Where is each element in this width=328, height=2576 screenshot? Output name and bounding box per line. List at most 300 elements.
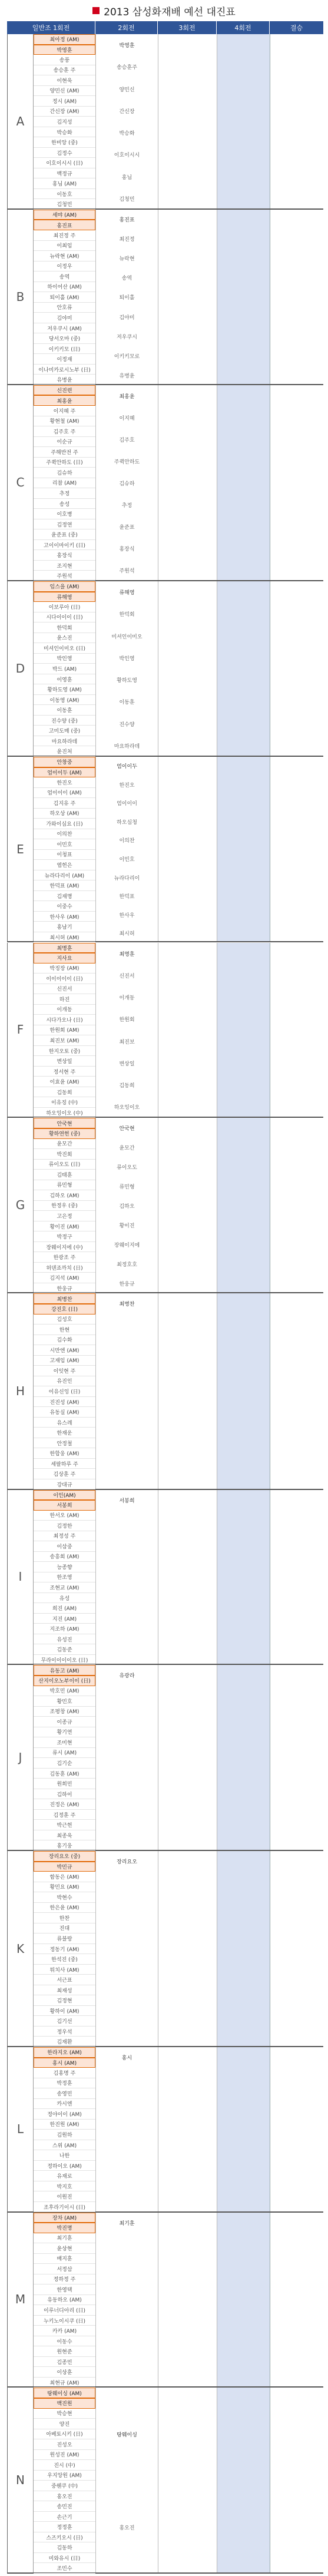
round-1-player: 뉴락현 (AM) [34, 251, 95, 261]
round-2-column [96, 1118, 158, 1292]
round-2-column [96, 1293, 158, 1488]
round-1-player: 송영민 [34, 2088, 95, 2099]
round-1-player: 박호민 (AM) [34, 1686, 95, 1697]
round-1-player: 이인(AM) [34, 1490, 95, 1501]
round-2-column [96, 757, 158, 942]
round-1-player: 김동하 [34, 2542, 95, 2553]
round-2-player: 김하오 [119, 1203, 135, 1210]
round-1-player: 김정한 [34, 1521, 95, 1531]
header-round-1: 일반조 1회전 [7, 21, 95, 34]
round-1-player: 배지훈 [34, 2254, 95, 2264]
round-1-player: 김야미 [34, 313, 95, 323]
round-1-player: 윤스진 [34, 633, 95, 644]
round-2-player: 서봉희 [119, 1498, 135, 1504]
round-2-player: 김야미 [119, 314, 135, 321]
round-1-player: 한현 [34, 1325, 95, 1335]
round-1-player: 김정연 [34, 519, 95, 530]
round-1-player: 임스을 (AM) [34, 581, 95, 592]
round-2-player: 홍진표 [119, 217, 135, 223]
group-label: H [8, 1293, 34, 1488]
round-5-column [270, 1293, 324, 1488]
group-label: M [8, 2213, 34, 2387]
round-2-player: 뉴락현 [119, 256, 135, 263]
round-1-player: 한영택 [34, 2284, 95, 2295]
round-1-player: 이지혜 주 [34, 406, 95, 416]
round-2-player: 김동희 [119, 1083, 135, 1090]
bracket-header [7, 21, 323, 34]
round-2-player: 변상일 [119, 1061, 135, 1067]
round-3-column [158, 581, 217, 756]
round-1-player: 김동준 [34, 1644, 95, 1655]
round-2-player: 한진오 [119, 782, 135, 789]
round-1-player: 정야이이 (AM) [34, 2109, 95, 2120]
round-1-player: 송역 [34, 271, 95, 282]
round-1-player: 안창중 [34, 757, 95, 767]
round-2-player: 박영훈 [119, 43, 135, 49]
group-label: I [8, 1490, 34, 1664]
round-2-column [96, 2388, 158, 2572]
round-1-player: 황기연 [34, 1727, 95, 1738]
round-1-player: 이이이이이 (日) [34, 974, 95, 984]
round-5-column [270, 1665, 324, 1850]
round-1-player: 뉴라다리이 (AM) [34, 870, 95, 881]
round-1-player: 한은윤 (AM) [34, 1903, 95, 1913]
round-2-column [96, 1665, 158, 1850]
round-1-player: 진성오 [34, 2439, 95, 2450]
round-1-player: 마요하라데 [34, 736, 95, 747]
group-label: L [8, 2047, 34, 2211]
round-1-player: 최병찬 [34, 1293, 95, 1304]
round-1-player: 이종규 [34, 1717, 95, 1727]
round-2-player: 양민신 [119, 87, 135, 93]
round-1-player: 홍진표 [34, 220, 95, 230]
round-1-player: 한조영 [34, 1572, 95, 1583]
round-1-player: 이민호 [34, 839, 95, 850]
round-1-player: 정시 (AM) [34, 96, 95, 107]
group-h [7, 1293, 323, 1489]
round-1-player: 김수화 [34, 1335, 95, 1346]
round-2-player: 송승훈주 [117, 65, 137, 71]
round-1-player: 능종향 [34, 1562, 95, 1572]
round-2-player: 미셔인이미오 [111, 634, 143, 640]
round-1-player: 한서오 (AM) [34, 1511, 95, 1521]
round-2-player: 한덕회 [119, 612, 135, 618]
round-1-player: 안국현 [34, 1118, 95, 1128]
round-3-column [158, 1851, 217, 2046]
round-1-player: 한라지오 (AM) [34, 2047, 95, 2058]
round-1-player: 유동고 (AM) [34, 1665, 95, 1676]
round-1-player: 나한 [34, 2150, 95, 2161]
round-1-player: 송흥회 (AM) [34, 1552, 95, 1562]
round-1-player: 우지앙원 (AM) [34, 2471, 95, 2481]
round-1-player: 이청표 [34, 850, 95, 860]
group-d [7, 581, 323, 757]
round-1-player: 한찬 [34, 1913, 95, 1923]
round-1-player: 지조하 (AM) [34, 1624, 95, 1634]
round-1-player: 한덕표 (AM) [34, 880, 95, 891]
round-1-player: 박영훈 [34, 45, 95, 55]
round-3-column [158, 385, 217, 580]
round-1-player: 서정삼 [34, 2264, 95, 2274]
round-1-player: 허덴죠까치 (日) [34, 1263, 95, 1273]
round-1-player: 신진련 [34, 385, 95, 396]
round-5-column [270, 943, 324, 1117]
round-1-player: 이키키모 (日) [34, 344, 95, 355]
round-1-player: 김상훈 주 [34, 1469, 95, 1479]
round-1-player: 신진서 [34, 984, 95, 995]
round-1-player: 한합웅 (AM) [34, 1448, 95, 1459]
round-3-column [158, 1293, 217, 1488]
group-l [7, 2047, 323, 2212]
round-1-player: 저우쿠시 (AM) [34, 323, 95, 334]
round-1-player: 김정훈 주 [34, 1810, 95, 1820]
round-2-player: 홍오진 [119, 2525, 135, 2531]
round-1-player: 이순규 [34, 437, 95, 448]
round-1-player: 이정재 [34, 354, 95, 365]
round-2-player: 한덕표 [119, 894, 135, 900]
round-1-player: 최명훈 [34, 943, 95, 953]
round-1-player: 한정우 (중) [34, 1201, 95, 1211]
round-4-column [217, 1851, 270, 2046]
round-3-column [158, 757, 217, 942]
round-1-player: 이영훈 [34, 674, 95, 685]
round-1-player: 미셔인이미오 (日) [34, 643, 95, 654]
round-1-player: 산지이오노부이이 (日) [34, 1676, 95, 1686]
round-3-column [158, 34, 217, 208]
round-1-player: 최시허 (AM) [34, 932, 95, 943]
round-1-player: 이개동 [34, 1005, 95, 1015]
round-1-player: 엄이이이 (AM) [34, 788, 95, 799]
round-1-player: 김청민 [34, 199, 95, 210]
round-1-player: 김하이 [34, 1789, 95, 1800]
round-5-column [270, 757, 324, 942]
round-2-player: 장웨이지에 [114, 1243, 140, 1249]
round-3-column [158, 2388, 217, 2572]
round-1-player: 이효윤 (AM) [34, 1077, 95, 1087]
round-1-player: 박지호 [34, 2181, 95, 2192]
round-1-player: 김기순 [34, 1758, 95, 1769]
round-1-player: 정서현 주 [34, 1067, 95, 1077]
round-1-column [34, 210, 96, 384]
group-c [7, 385, 323, 581]
round-3-column [158, 1118, 217, 1292]
round-2-player: 황하도영 [117, 678, 137, 684]
page-title-text: 2013 삼성화재배 예선 대진표 [104, 6, 236, 18]
round-2-player: 신진서 [119, 973, 135, 979]
round-1-player: 홍남기 [34, 922, 95, 932]
round-1-player: 최진정 주 [34, 230, 95, 241]
round-1-player: 퇴이홀 (AM) [34, 292, 95, 303]
group-e [7, 757, 323, 943]
round-1-player: 미와유시 (日) [34, 2553, 95, 2564]
round-1-player: 하오잉이오 (中) [34, 1108, 95, 1118]
round-1-player: 송승훈 주 [34, 65, 95, 76]
round-2-player: 주퀵안하도 [114, 459, 140, 465]
round-2-player: 이키키모로 [114, 353, 140, 360]
round-1-player: 하오상 (AM) [34, 809, 95, 819]
round-1-player: 이중수 [34, 901, 95, 912]
round-5-column [270, 2047, 324, 2211]
round-1-player: 안호류 [34, 303, 95, 313]
round-2-player: 최병찬 [119, 1302, 135, 1308]
round-1-player: 진대 [34, 1923, 95, 1934]
round-1-player: 함동은 (AM) [34, 1872, 95, 1882]
round-1-player: 조현교 (AM) [34, 1582, 95, 1593]
round-1-player: 고이이마이키 (日) [34, 540, 95, 551]
group-b [7, 210, 323, 385]
round-1-column [34, 2213, 96, 2387]
round-1-player: 강진호 (日) [34, 1304, 95, 1315]
round-1-player: 최현규 (AM) [34, 2378, 95, 2388]
round-4-column [217, 34, 270, 208]
round-1-player: 이보루아 (日) [34, 602, 95, 612]
round-1-player: 이최임 [34, 241, 95, 251]
round-1-player: 김슈하 [34, 468, 95, 478]
round-1-player: 원희민 [34, 1779, 95, 1789]
page-title [0, 0, 328, 21]
round-1-player: 류해영 [34, 592, 95, 602]
round-1-player: 김동희 [34, 1087, 95, 1098]
round-1-player: 홍시 (AM) [34, 2058, 95, 2068]
round-1-player: 시다가오나 (日) [34, 1015, 95, 1025]
round-1-player: 카카 (AM) [34, 2326, 95, 2336]
round-1-player: 송풍 [34, 55, 95, 65]
round-4-column [217, 581, 270, 756]
group-m [7, 2213, 323, 2388]
round-1-player: 김홍명 주 [34, 2068, 95, 2078]
round-5-column [270, 1490, 324, 1664]
round-1-player: 정동기 (AM) [34, 1944, 95, 1955]
round-1-player: 장웨이지에 (中) [34, 1242, 95, 1253]
group-label: E [8, 757, 34, 942]
round-1-player: 류이오도 (日) [34, 1160, 95, 1170]
round-2-player: 김청민 [119, 196, 135, 203]
round-1-player: 김태훈 [34, 1170, 95, 1180]
round-2-player: 최정호호 [117, 1262, 137, 1269]
round-2-player: 이지혜 [119, 415, 135, 422]
round-5-column [270, 210, 324, 384]
round-1-player: 최재성 [34, 1985, 95, 1996]
round-1-player: 박승현 [34, 2409, 95, 2419]
round-1-player: 정하이오 (AM) [34, 2161, 95, 2171]
round-1-player: 한원회 (AM) [34, 1025, 95, 1036]
round-4-column [217, 2047, 270, 2211]
round-1-player: 유재로 [34, 2171, 95, 2181]
round-1-player: 류블랑 [34, 1933, 95, 1944]
round-1-player: 황현철 (AM) [34, 416, 95, 427]
round-1-player: 원성진 (AM) [34, 2450, 95, 2461]
round-2-player: 홍님 [121, 174, 132, 181]
round-2-player: 김주호 [119, 437, 135, 443]
round-2-player: 마요하라데 [114, 743, 140, 750]
round-3-column [158, 2213, 217, 2387]
round-2-player: 류이오도 [117, 1164, 137, 1171]
round-1-player: 박정훈 [34, 2078, 95, 2089]
round-1-player: 간신장 (AM) [34, 107, 95, 117]
round-2-column [96, 943, 158, 1117]
round-1-player: 윤준표 (중) [34, 529, 95, 540]
round-2-player: 추정 [121, 502, 132, 509]
round-1-player: 이루너디아리 (日) [34, 2305, 95, 2316]
round-1-player: 황민요 (AM) [34, 1882, 95, 1893]
round-1-player: 아베토시키 (日) [34, 2429, 95, 2440]
round-2-player: 최진정 [119, 237, 135, 243]
round-2-player: 안국현 [119, 1125, 135, 1132]
round-2-player: 류민형 [119, 1184, 135, 1190]
round-1-player: 조후라기이시 (日) [34, 2202, 95, 2213]
round-1-player: 최진보 (AM) [34, 1035, 95, 1046]
round-1-player: 한사우 (AM) [34, 912, 95, 922]
round-1-player: 최홍윤 [34, 395, 95, 406]
round-1-player: 스위 (AM) [34, 2140, 95, 2151]
round-1-player: 김주호 주 [34, 426, 95, 437]
round-1-player: 한지오토 (중) [34, 1046, 95, 1057]
round-1-player: 류시 (AM) [34, 1748, 95, 1759]
round-2-player: 저우쿠시 [117, 334, 137, 340]
round-1-player: 윤상현 [34, 2243, 95, 2254]
round-2-player: 유광라 [119, 1673, 135, 1680]
round-2-column [96, 2047, 158, 2211]
round-4-column [217, 210, 270, 384]
group-label: K [8, 1851, 34, 2046]
round-1-player: 고은정 [34, 1211, 95, 1221]
round-1-player: 정정훈 [34, 2522, 95, 2532]
round-1-player: 이삼중 [34, 1541, 95, 1552]
round-2-player: 최기훈 [119, 2220, 135, 2227]
round-1-player: 이정우 [34, 261, 95, 272]
round-1-player: 리참 (AM) [34, 478, 95, 489]
round-1-player: 이현욱 [34, 75, 95, 86]
round-1-player: 지사요 [34, 953, 95, 963]
round-4-column [217, 1490, 270, 1664]
round-1-player: 당서오마 (중) [34, 333, 95, 344]
round-1-player: 고미도매 (중) [34, 726, 95, 736]
round-1-player: 진정은 (AM) [34, 1799, 95, 1810]
round-1-player: 황하도영 (AM) [34, 684, 95, 695]
round-1-player: 백진원 [34, 2398, 95, 2409]
round-2-player: 류해영 [119, 590, 135, 597]
round-2-player: 박승화 [119, 131, 135, 137]
round-1-player: 이호병 [34, 509, 95, 519]
group-n [7, 2388, 323, 2574]
round-2-player: 퇴이홀 [119, 295, 135, 302]
round-1-column [34, 1490, 96, 1664]
round-5-column [270, 581, 324, 756]
round-1-player: 중웬쿠 (中) [34, 2481, 95, 2491]
round-1-player: 가와이심요 (日) [34, 819, 95, 829]
round-1-column [34, 34, 96, 208]
round-1-player: 최정성 주 [34, 1531, 95, 1542]
group-label: J [8, 1665, 34, 1850]
round-1-player: 이유신잉 (日) [34, 1386, 95, 1397]
group-label: G [8, 1118, 34, 1292]
round-2-player: 한웅규 [119, 1282, 135, 1288]
round-1-player: 김지석 (AM) [34, 1273, 95, 1283]
round-1-player: 조평창 (AM) [34, 1707, 95, 1717]
round-2-player: 탕웨이싱 [117, 2432, 137, 2438]
header-final: 결승 [270, 21, 323, 34]
round-2-column [96, 34, 158, 208]
round-1-player: 누키노이시쿠 (日) [34, 2316, 95, 2326]
round-5-column [270, 1851, 324, 2046]
round-2-player: 홍시 [121, 2055, 132, 2062]
round-5-column [270, 2388, 324, 2572]
round-1-player: 유성 [34, 1593, 95, 1604]
round-2-player: 윤준표 [119, 524, 135, 531]
round-1-player: 류민형 [34, 1180, 95, 1191]
round-2-player: 한사우 [119, 912, 135, 919]
round-3-column [158, 1665, 217, 1850]
round-1-player: 유동실 (AM) [34, 1407, 95, 1418]
round-4-column [217, 1665, 270, 1850]
round-2-player: 이민호 [119, 857, 135, 863]
round-1-player: 김하오 (AM) [34, 1190, 95, 1201]
round-2-player: 이의찬 [119, 838, 135, 845]
round-1-player: 박현수 [34, 1892, 95, 1903]
round-4-column [217, 1293, 270, 1488]
round-1-column [34, 1665, 96, 1850]
round-1-player: 세먀 (AM) [34, 210, 95, 220]
round-2-column [96, 1490, 158, 1664]
round-3-column [158, 2047, 217, 2211]
round-1-player: 안정철 [34, 1438, 95, 1449]
round-4-column [217, 943, 270, 1117]
round-1-player: 홍장식 [34, 550, 95, 561]
round-1-player: 김성호 [34, 1315, 95, 1325]
round-1-player: 이동수 [34, 2336, 95, 2347]
round-1-player: 김재명 [34, 891, 95, 902]
round-2-column [96, 581, 158, 756]
round-1-player: 한비앙 (중) [34, 137, 95, 148]
round-1-column [34, 757, 96, 942]
round-1-player: 김원하 [34, 2130, 95, 2140]
group-label: D [8, 581, 34, 756]
round-1-player: 박진회 [34, 1149, 95, 1160]
round-2-player: 유병윤 [119, 373, 135, 379]
round-3-column [158, 1490, 217, 1664]
round-5-column [270, 34, 324, 208]
round-2-player: 한원회 [119, 1017, 135, 1024]
round-1-player: 윤진처 [34, 746, 95, 757]
round-1-player: 추정 [34, 488, 95, 499]
round-1-player: 이원진 [34, 2191, 95, 2202]
round-2-column [96, 1851, 158, 2046]
round-1-player: 세팔하루 주 [34, 1459, 95, 1469]
round-2-player: 윤모간 [119, 1145, 135, 1151]
round-1-player: 진시 (中) [34, 2460, 95, 2471]
round-1-player: 이동훈 [34, 705, 95, 716]
round-2-player: 최진보 [119, 1039, 135, 1045]
group-label: C [8, 385, 34, 580]
round-2-column [96, 210, 158, 384]
round-3-column [158, 943, 217, 1117]
round-1-player: 윤모간 [34, 1139, 95, 1150]
round-1-player: 이잇현 주 [34, 1366, 95, 1376]
header-round-4: 4회전 [217, 21, 270, 34]
round-1-player: 한진원 (AM) [34, 2120, 95, 2130]
round-1-player: 백정규 [34, 168, 95, 179]
round-2-player: 이개동 [119, 995, 135, 1002]
round-1-player: 송성 [34, 499, 95, 509]
round-1-player: 홍기웅 [34, 1840, 95, 1851]
round-1-player: 박인영 [34, 654, 95, 664]
round-1-player: 유진인 [34, 1376, 95, 1387]
round-4-column [217, 757, 270, 942]
round-3-column [158, 210, 217, 384]
round-2-player: 이동훈 [119, 700, 135, 706]
round-1-player: 유스레 [34, 1418, 95, 1428]
round-1-player: 홍님 (AM) [34, 178, 95, 189]
